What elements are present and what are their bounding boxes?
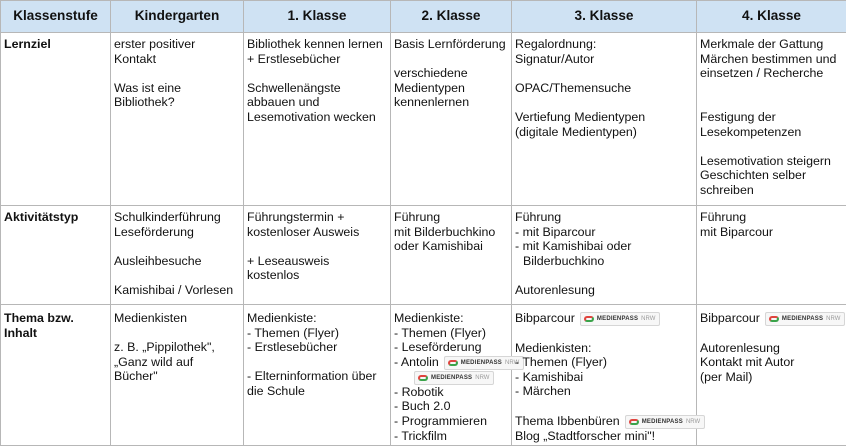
cell-lernziel-klasse-2 — [391, 33, 512, 206]
cell-aktivitaet-klasse-4 — [697, 206, 846, 305]
row-aktivitaetstyp — [1, 206, 846, 305]
cell-text: kennenlernen — [394, 95, 469, 109]
cell-thema-klasse-1 — [244, 305, 391, 446]
medienpass-badge — [580, 312, 660, 326]
cell-line — [515, 254, 693, 269]
row-label-lernziel — [1, 33, 111, 206]
cell-text: Bibparcour — [700, 311, 760, 325]
cell-line — [700, 52, 843, 67]
cell-line — [394, 81, 508, 96]
cell-line — [700, 125, 843, 140]
cell-text: Autorenlesung — [700, 341, 780, 355]
cell-text: „Ganz wild auf — [114, 355, 193, 369]
cell-line — [4, 326, 107, 341]
medienpass-logo-icon — [769, 316, 779, 322]
header-klasse-2: 2. Klasse — [391, 1, 512, 33]
cell-text: Leseförderung — [114, 225, 194, 239]
medienpass-badge-label: MEDIENPASS — [642, 418, 683, 426]
cell-thema-kindergarten — [111, 305, 244, 446]
cell-text: Medientypen — [394, 81, 465, 95]
cell-line — [247, 254, 387, 269]
header-klasse-4: 4. Klasse — [697, 1, 846, 33]
cell-text: Kontakt — [114, 52, 156, 66]
spacer — [114, 326, 240, 341]
cell-line — [114, 95, 240, 110]
header-klasse-3: 3. Klasse — [512, 1, 697, 33]
cell-text: Festigung der — [700, 110, 776, 124]
cell-line — [394, 385, 508, 400]
cell-text: - Elterninformation über — [247, 369, 376, 383]
cell-line — [515, 370, 693, 385]
spacer — [247, 239, 387, 254]
cell-lernziel-klasse-1 — [244, 33, 391, 206]
cell-text: einsetzen / Recherche — [700, 66, 823, 80]
medienpass-badge-sublabel: NRW — [826, 315, 840, 323]
cell-text: Märchen bestimmen und — [700, 52, 836, 66]
cell-text: Bibliothek? — [114, 95, 175, 109]
cell-text: - mit Biparcour — [515, 225, 596, 239]
cell-text: - Themen (Flyer) — [515, 355, 607, 369]
cell-lernziel-klasse-4 — [697, 33, 846, 206]
cell-line — [515, 37, 693, 52]
cell-line — [247, 52, 387, 67]
cell-text: mit Bilderbuchkino — [394, 225, 495, 239]
cell-text: Führung — [394, 210, 440, 224]
cell-text: Lesemotivation steigern — [700, 154, 831, 168]
cell-text: Bibliothek kennen lernen — [247, 37, 383, 51]
cell-aktivitaet-klasse-1 — [244, 206, 391, 305]
spacer — [114, 268, 240, 283]
cell-line — [515, 52, 693, 67]
cell-line — [700, 341, 843, 356]
medienpass-badge — [625, 415, 705, 429]
cell-line — [247, 110, 387, 125]
cell-line — [247, 340, 387, 355]
cell-text: - Kamishibai — [515, 370, 583, 384]
cell-line — [515, 429, 693, 444]
cell-line — [4, 311, 107, 326]
cell-line — [394, 355, 508, 370]
cell-text: + Leseausweis — [247, 254, 329, 268]
cell-text: - Märchen — [515, 384, 571, 398]
cell-line — [700, 110, 843, 125]
header-kindergarten: Kindergarten — [111, 1, 244, 33]
spacer — [700, 81, 843, 96]
cell-text: Medienkisten: — [515, 341, 591, 355]
medienpass-badge-sublabel: NRW — [505, 359, 519, 367]
cell-text: Führung — [700, 210, 746, 224]
cell-text: abbauen und — [247, 95, 319, 109]
spacer — [515, 66, 693, 81]
cell-text: z. B. „Pippilothek", — [114, 340, 215, 354]
cell-line — [247, 210, 387, 225]
spacer — [700, 326, 843, 341]
cell-text: Bilderbuchkino — [515, 254, 604, 268]
cell-line — [114, 369, 240, 384]
cell-text: Führungstermin + — [247, 210, 344, 224]
cell-line — [515, 210, 693, 225]
medienpass-badge — [765, 312, 845, 326]
cell-text: Vertiefung Medientypen — [515, 110, 645, 124]
row-label-text: Aktivitätstyp — [4, 210, 107, 225]
cell-line — [700, 154, 843, 169]
cell-line — [394, 311, 508, 326]
cell-line — [700, 355, 843, 370]
cell-text: - Robotik — [394, 385, 444, 399]
cell-line — [515, 384, 693, 399]
cell-lernziel-kindergarten — [111, 33, 244, 206]
medienpass-badge-sublabel: NRW — [686, 418, 700, 426]
cell-text: Ausleihbesuche — [114, 254, 202, 268]
cell-line — [114, 355, 240, 370]
cell-line — [247, 268, 387, 283]
header-klasse-1: 1. Klasse — [244, 1, 391, 33]
cell-text: Regalordnung: — [515, 37, 596, 51]
cell-text: kostenloser Ausweis — [247, 225, 359, 239]
cell-line — [114, 283, 240, 298]
cell-line — [394, 239, 508, 254]
cell-text: - Themen (Flyer) — [247, 326, 339, 340]
cell-text: Bücher" — [114, 369, 158, 383]
spacer — [515, 326, 693, 341]
medienpass-badge — [414, 371, 494, 385]
cell-line — [247, 311, 387, 326]
cell-text: - Leseförderung — [394, 340, 481, 354]
cell-text: Schwellenängste — [247, 81, 341, 95]
header-row — [1, 1, 846, 33]
row-lernziel — [1, 33, 846, 206]
cell-text: Medienkisten — [114, 311, 187, 325]
cell-text: Autorenlesung — [515, 283, 595, 297]
cell-line — [247, 81, 387, 96]
spacer — [515, 95, 693, 110]
cell-line — [515, 239, 693, 254]
cell-line — [515, 283, 693, 298]
cell-text: (per Mail) — [700, 370, 752, 384]
cell-line — [515, 355, 693, 370]
cell-line — [394, 429, 508, 444]
cell-line — [114, 254, 240, 269]
cell-aktivitaet-kindergarten — [111, 206, 244, 305]
spacer — [247, 355, 387, 370]
cell-text: Thema Ibbenbüren — [515, 414, 620, 428]
cell-line — [114, 225, 240, 240]
row-thema-inhalt — [1, 305, 846, 446]
cell-line — [394, 37, 508, 52]
cell-text: verschiedene — [394, 66, 468, 80]
cell-line — [247, 95, 387, 110]
cell-text: Medienkiste: — [247, 311, 317, 325]
cell-text: schreiben — [700, 183, 754, 197]
spacer — [394, 52, 508, 67]
cell-line — [700, 66, 843, 81]
cell-text: (digitale Medientypen) — [515, 125, 637, 139]
cell-line — [700, 370, 843, 385]
cell-line — [114, 340, 240, 355]
cell-line — [114, 210, 240, 225]
cell-text: Thema bzw. — [4, 311, 74, 325]
cell-text: kostenlos — [247, 268, 299, 282]
cell-line — [515, 125, 693, 140]
medienpass-logo-icon — [584, 316, 594, 322]
spacer — [700, 95, 843, 110]
cell-aktivitaet-klasse-2 — [391, 206, 512, 305]
cell-line — [247, 384, 387, 399]
medienpass-badge — [444, 356, 524, 370]
cell-line — [515, 225, 693, 240]
cell-line — [515, 110, 693, 125]
cell-text: die Schule — [247, 384, 305, 398]
cell-text: - Erstlesebücher — [247, 340, 337, 354]
medienpass-badge-sublabel: NRW — [475, 374, 489, 382]
cell-line — [394, 210, 508, 225]
cell-line — [700, 225, 843, 240]
cell-line — [247, 369, 387, 384]
cell-line — [700, 37, 843, 52]
cell-line — [700, 311, 843, 326]
cell-line — [700, 183, 843, 198]
cell-text: Geschichten selber — [700, 168, 806, 182]
cell-line — [247, 37, 387, 52]
cell-thema-klasse-4 — [697, 305, 846, 446]
cell-text: Bibparcour — [515, 311, 575, 325]
cell-text: - Antolin — [394, 355, 439, 369]
row-label-text: Lernziel — [4, 37, 107, 52]
cell-aktivitaet-klasse-3 — [512, 206, 697, 305]
cell-line — [394, 225, 508, 240]
medienpass-badge-label: MEDIENPASS — [597, 315, 638, 323]
medienpass-badge-label: MEDIENPASS — [782, 315, 823, 323]
cell-line — [114, 81, 240, 96]
cell-text: - mit Kamishibai oder — [515, 239, 631, 253]
cell-line — [394, 66, 508, 81]
medienpass-badge-sublabel: NRW — [641, 315, 655, 323]
cell-line — [114, 52, 240, 67]
cell-text: Kamishibai / Vorlesen — [114, 283, 233, 297]
cell-text: Basis Lernförderung — [394, 37, 506, 51]
medienpass-badge-label: MEDIENPASS — [461, 359, 502, 367]
cell-text: OPAC/Themensuche — [515, 81, 631, 95]
cell-line — [515, 311, 693, 326]
cell-text: Merkmale der Gattung — [700, 37, 823, 51]
cell-text: + Erstlesebücher — [247, 52, 340, 66]
medienpass-logo-icon — [629, 419, 639, 425]
cell-line — [247, 225, 387, 240]
cell-text: - Trickfilm — [394, 429, 447, 443]
cell-text: - Programmieren — [394, 414, 487, 428]
spacer — [515, 268, 693, 283]
cell-line — [394, 95, 508, 110]
cell-line — [394, 340, 508, 355]
cell-text: - Buch 2.0 — [394, 399, 450, 413]
cell-line — [394, 399, 508, 414]
cell-line — [515, 414, 693, 429]
cell-line — [394, 414, 508, 429]
spacer — [247, 66, 387, 81]
cell-text: Blog „Stadtforscher mini"! — [515, 429, 655, 443]
cell-text: Lesemotivation wecken — [247, 110, 376, 124]
medienpass-logo-icon — [448, 360, 458, 366]
cell-line — [700, 168, 843, 183]
header-klassenstufe: Klassenstufe — [1, 1, 111, 33]
row-label-aktivitaetstyp — [1, 206, 111, 305]
cell-line — [515, 341, 693, 356]
cell-line — [247, 326, 387, 341]
medienpass-logo-icon — [418, 375, 428, 381]
spacer — [700, 139, 843, 154]
cell-text: Führung — [515, 210, 561, 224]
cell-text: Kontakt mit Autor — [700, 355, 794, 369]
spacer — [515, 399, 693, 414]
cell-text: mit Biparcour — [700, 225, 773, 239]
cell-text: Was ist eine — [114, 81, 181, 95]
spacer — [114, 239, 240, 254]
cell-text: Signatur/Autor — [515, 52, 594, 66]
row-label-thema-inhalt — [1, 305, 111, 446]
cell-line — [700, 210, 843, 225]
spacer — [114, 66, 240, 81]
cell-lernziel-klasse-3 — [512, 33, 697, 206]
cell-line — [114, 311, 240, 326]
spacer — [394, 370, 508, 385]
cell-text: erster positiver — [114, 37, 195, 51]
cell-line — [394, 326, 508, 341]
cell-thema-klasse-2 — [391, 305, 512, 446]
cell-text: - Themen (Flyer) — [394, 326, 486, 340]
cell-thema-klasse-3 — [512, 305, 697, 446]
cell-text: Schulkinderführung — [114, 210, 221, 224]
medienpass-badge-label: MEDIENPASS — [431, 374, 472, 382]
cell-line — [515, 81, 693, 96]
cell-text: Lesekompetenzen — [700, 125, 801, 139]
cell-text: Inhalt — [4, 326, 37, 340]
cell-line — [114, 37, 240, 52]
cell-text: oder Kamishibai — [394, 239, 483, 253]
cell-text: Medienkiste: — [394, 311, 464, 325]
